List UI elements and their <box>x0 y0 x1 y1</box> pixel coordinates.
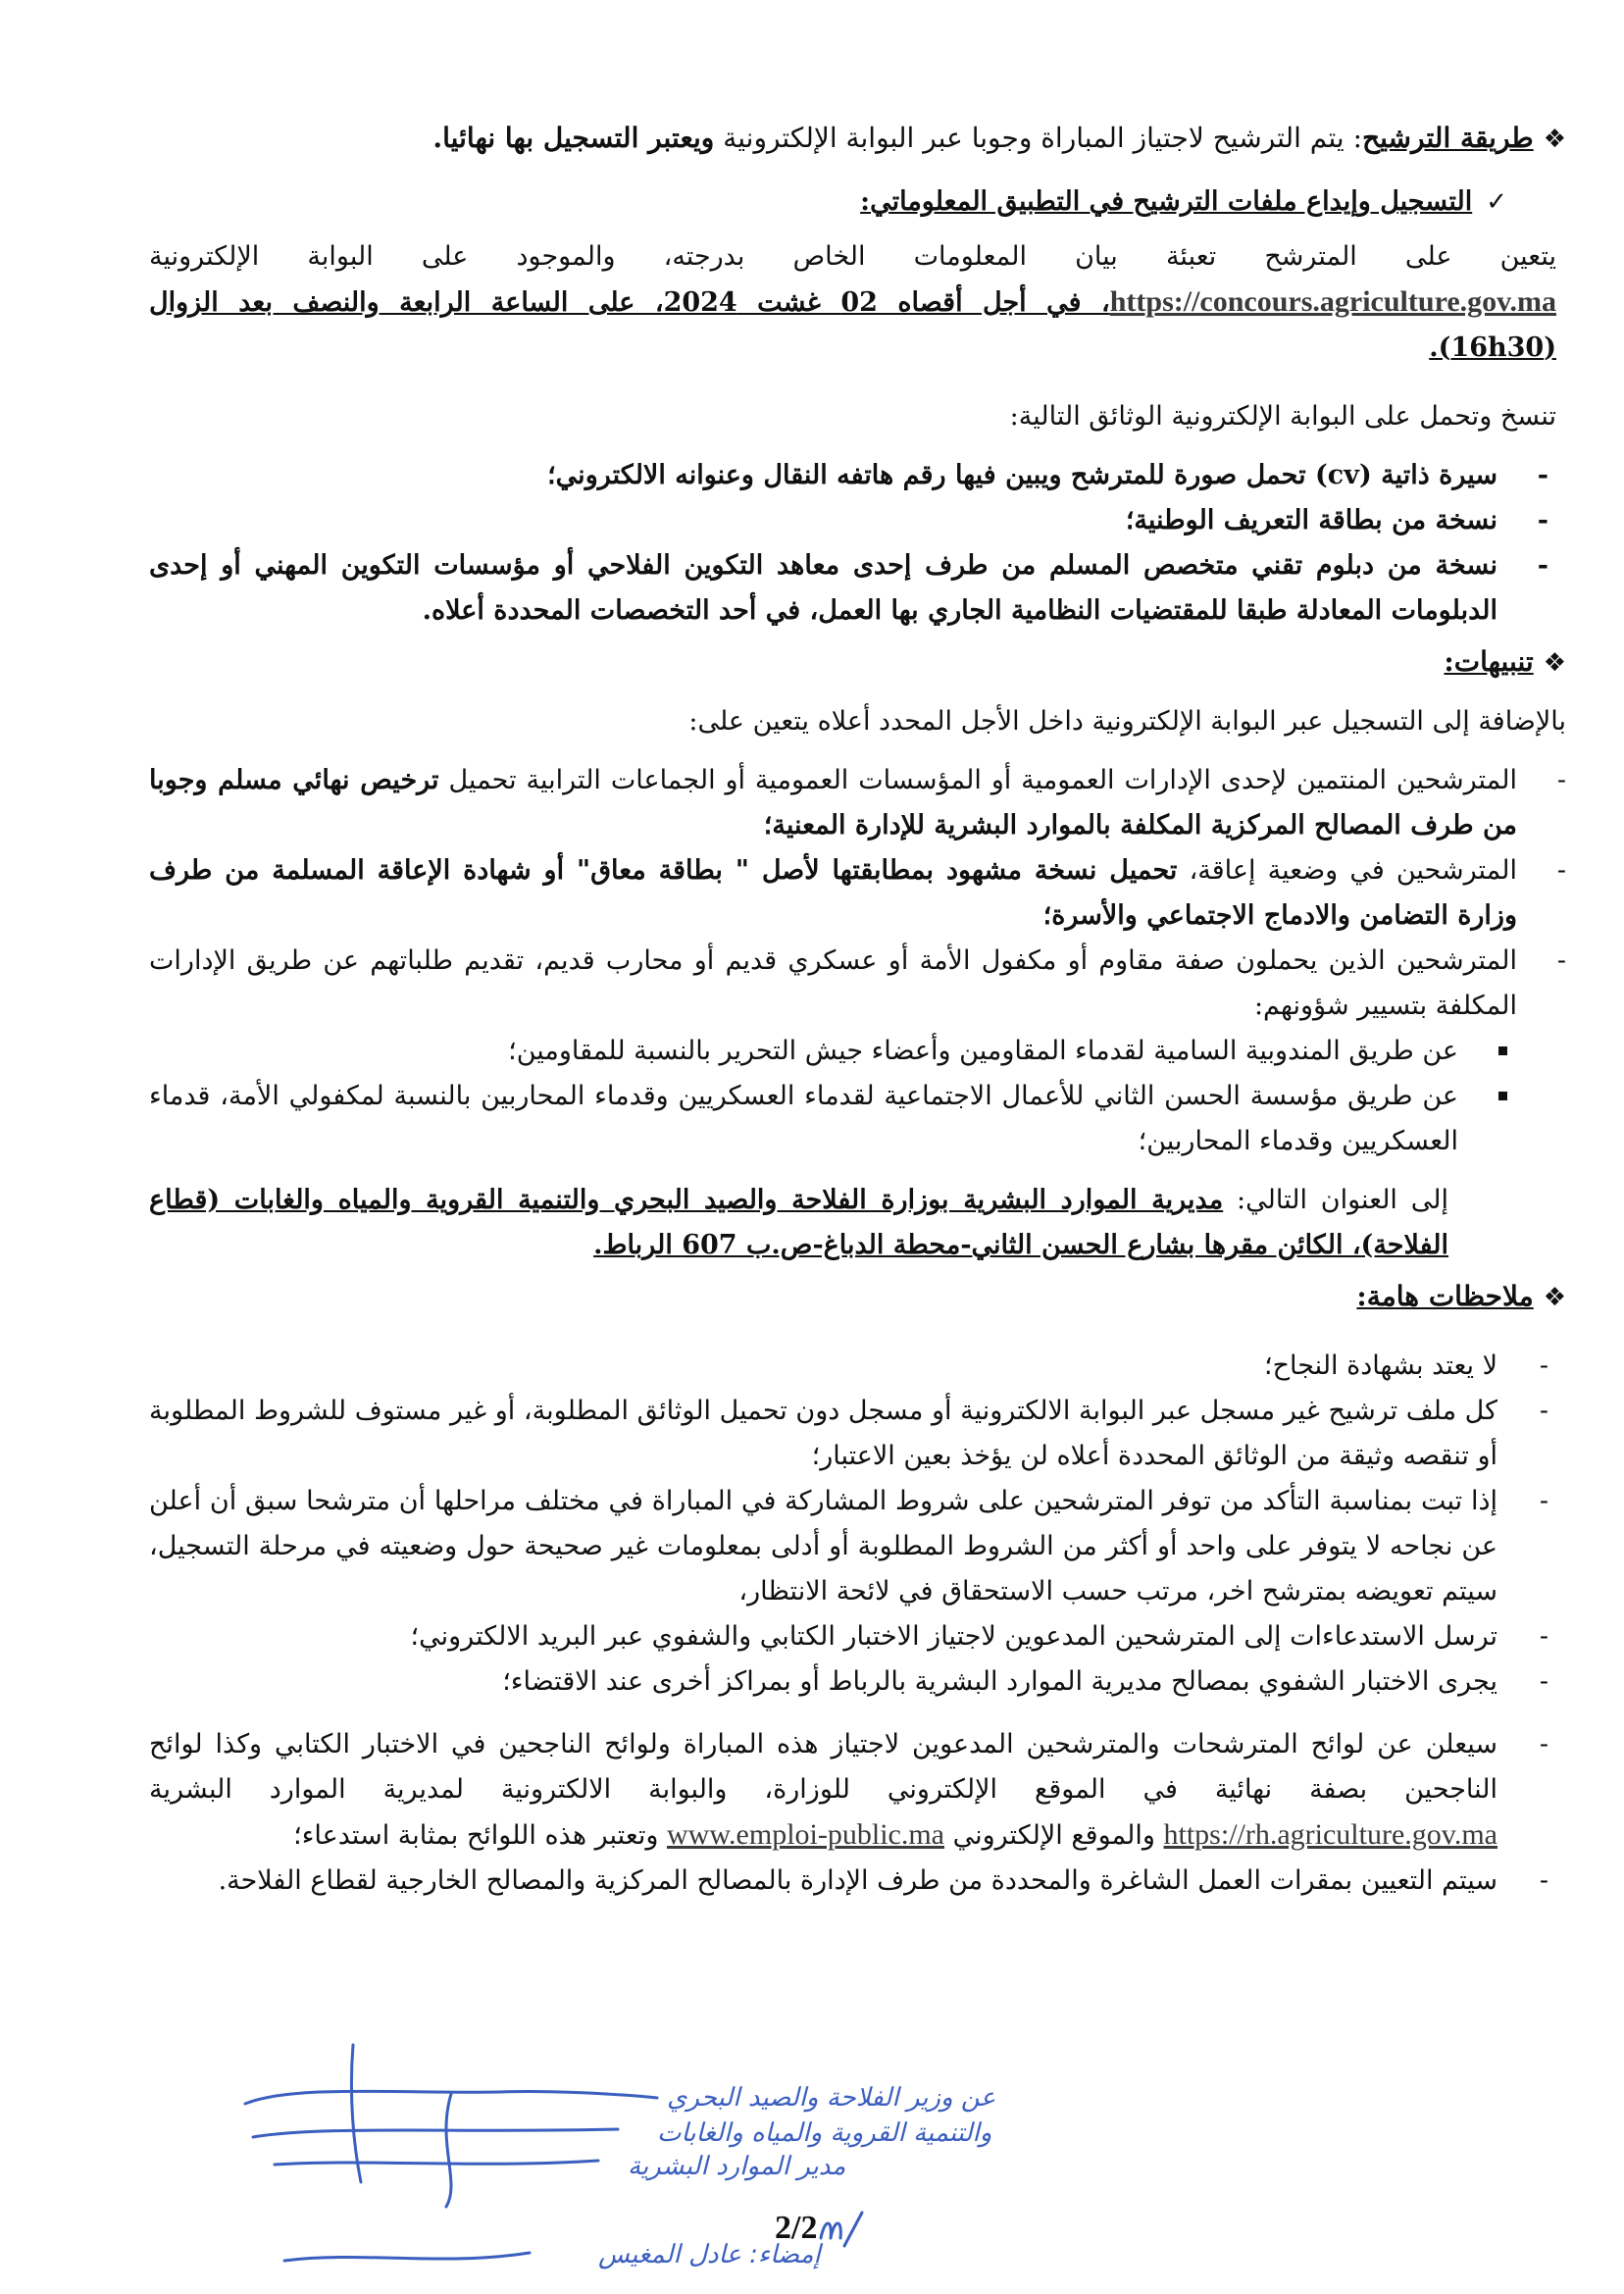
list-item: - ترسل الاستدعاءات إلى المترشحين المدعوين لاجتياز الاختبار الكتابي والشفوي عبر البريد الالكتروني؛ <box>410 1621 1548 1652</box>
documents-intro: تنسخ وتحمل على البوابة الإلكترونية الوثائق التالية: <box>1009 401 1556 432</box>
section-remarks <box>149 1274 1566 1320</box>
address-paragraph <box>149 1178 1566 1268</box>
diamond-bullet-icon: ❖ <box>1543 125 1566 154</box>
list-item: - نسخة من بطاقة التعريف الوطنية؛ <box>1125 505 1548 535</box>
address-label: إلى العنوان التالي: <box>1237 1185 1448 1215</box>
signature-line-1: عن وزير الفلاحة والصيد البحري <box>667 2083 996 2113</box>
remarks-title: ملاحظات هامة: <box>1356 1280 1534 1312</box>
registration-title: التسجيل وإيداع ملفات الترشيح في التطبيق المعلوماتي: <box>860 186 1473 217</box>
diamond-bullet-icon: ❖ <box>1543 648 1566 678</box>
initials-mark-icon <box>817 2209 866 2248</box>
list-item: - المترشحين المنتمين لإحدى الإدارات العمومية أو المؤسسات العمومية أو الجماعات الترابية تحميل ترخيص نهائي مسلم وجوبا من طرف المصالح المركزية المكلفة بالموارد البشرية للإدارة المعنية؛ <box>149 765 1566 841</box>
emploi-public-link[interactable]: www.emploi-public.ma <box>667 1818 944 1851</box>
list-item: - كل ملف ترشيح غير مسجل عبر البوابة الالكترونية أو مسجل دون تحميل الوثائق المطلوبة، أو غير مستوف للشروط المطلوبة أو تنقصه وثيقة من الوثائق المحددة أعلاه لن يؤخذ بعين الاعتبار؛ <box>149 1396 1548 1471</box>
list-item: - سيعلن عن لوائح المترشحات والمترشحين المدعوين لاجتياز هذه المباراة ولوائح الناجحين في الاختبار الكتابي وكذا لوائح الناجحين بصفة نهائية في الموقع الإلكتروني للوزارة، والبوابة الالكترونية لمديرية الموارد البشرية https://rh.agriculture.gov.ma والموقع الإلكتروني www.emploi-public.ma وتعتبر هذه اللوائح بمثابة استدعاء؛ <box>149 1729 1548 1851</box>
list-item: - سيتم التعيين بمقرات العمل الشاغرة والمحددة من طرف الإدارة بالمصالح المركزية والمصالح الخارجية لقطاع الفلاحة. <box>218 1865 1548 1896</box>
notices-intro: بالإضافة إلى التسجيل عبر البوابة الإلكترونية داخل الأجل المحدد أعلاه يتعين على: <box>688 706 1566 737</box>
list-item: - المترشحين الذين يحملون صفة مقاوم أو مكفول الأمة أو عسكري قديم أو محارب قديم، تقديم طلباتهم عن طريق الإدارات المكلفة بتسيير شؤونهم: <box>149 945 1566 1021</box>
list-item: - سيرة ذاتية (cv) تحمل صورة للمترشح ويبين فيها رقم هاتفه النقال وعنوانه الالكتروني؛ <box>547 460 1548 490</box>
concours-link[interactable]: https://concours.agriculture.gov.ma <box>1109 285 1556 318</box>
diamond-bullet-icon: ❖ <box>1543 1283 1566 1312</box>
registration-deadline: ، في أجل أقصاه 02 غشت 2024، على الساعة الرابعة والنصف بعد الزوال (16h30). <box>149 287 1556 363</box>
page-number-text: 2/2 <box>775 2210 818 2246</box>
signature-line-4: إمضاء: عادل المغيس <box>598 2240 821 2269</box>
square-bullet-icon <box>1498 1092 1507 1100</box>
registration-intro: يتعين على المترشح تعبئة بيان المعلومات الخاص بدرجته، والموجود على البوابة الإلكترونية <box>149 241 1556 272</box>
registration-heading <box>149 179 1566 225</box>
notices-list <box>149 758 1566 1029</box>
registration-paragraph <box>149 234 1566 371</box>
notices-title: تنبيهات: <box>1444 645 1534 678</box>
remarks-list <box>149 1344 1566 1904</box>
list-item: عن طريق مؤسسة الحسن الثاني للأعمال الاجتماعية لقدماء العسكريين وقدماء المحاربين بالنسبة لمكفولي الأمة، قدماء العسكريين وقدماء المحاربين؛ <box>149 1074 1566 1164</box>
section-method: ❖ طريقة الترشيح: يتم الترشيح لاجتياز المباراة وجوبا عبر البوابة الإلكترونية ويعتبر التسجيل بها نهائيا. <box>149 116 1566 162</box>
method-text: يتم الترشيح لاجتياز المباراة وجوبا عبر البوابة الإلكترونية <box>723 122 1345 154</box>
documents-list <box>149 453 1566 634</box>
list-item: - إذا تبت بمناسبة التأكد من توفر المترشحين على شروط المشاركة في المباراة في مختلف مراحلها أن مترشحا سبق أن أعلن عن نجاحه لا يتوفر على واحد أو أكثر من الشروط المطلوبة أو أدلى بمعلومات غير صحيحة حول وضعيته في مرحلة التسجيل، سيتم تعويضه بمترشح اخر، مرتب حسب الاستحقاق في لائحة الانتظار، <box>149 1486 1548 1606</box>
institutions-list <box>149 1029 1566 1164</box>
list-item: - نسخة من دبلوم تقني متخصص المسلم من طرف إحدى معاهد التكوين الفلاحي أو مؤسسات التكوين المهني أو إحدى الدبلومات المعادلة طبقا للمقتضيات النظامية الجاري بها العمل، في أحد التخصصات المحددة أعلاه. <box>149 550 1548 626</box>
address-text: مديرية الموارد البشرية بوزارة الفلاحة والصيد البحري والتنمية القروية والمياه والغابات (قطاع الفلاحة)، الكائن مقرها بشارع الحسن الثاني-محطة الدباغ-ص.ب 607 الرباط. <box>149 1185 1448 1260</box>
list-item: - لا يعتد بشهادة النجاح؛ <box>1264 1351 1548 1381</box>
list-item: - يجرى الاختبار الشفوي بمصالح مديرية الموارد البشرية بالرباط أو بمراكز أخرى عند الاقتضاء؛ <box>502 1666 1548 1697</box>
method-title: طريقة الترشيح <box>1362 122 1534 154</box>
signature-line-3: مدير الموارد البشرية <box>628 2152 846 2181</box>
list-item: عن طريق المندوبية السامية لقدماء المقاومين وأعضاء جيش التحرير بالنسبة للمقاومين؛ <box>149 1029 1566 1074</box>
section-notices <box>149 639 1566 686</box>
method-emphasis: ويعتبر التسجيل بها نهائيا. <box>432 122 715 154</box>
list-item: - المترشحين في وضعية إعاقة، تحميل نسخة مشهود بمطابقتها لأصل " بطاقة معاق" أو شهادة الإعاقة المسلمة من طرف وزارة التضامن والادماج الاجتماعي والأسرة؛ <box>149 855 1566 931</box>
page-number <box>775 2209 866 2248</box>
signature-line-2: والتنمية القروية والمياه والغابات <box>657 2118 992 2148</box>
square-bullet-icon <box>1498 1046 1507 1055</box>
checkmark-icon: ✓ <box>1486 187 1507 217</box>
rh-link[interactable]: https://rh.agriculture.gov.ma <box>1163 1818 1497 1851</box>
document-body <box>149 116 1566 1904</box>
